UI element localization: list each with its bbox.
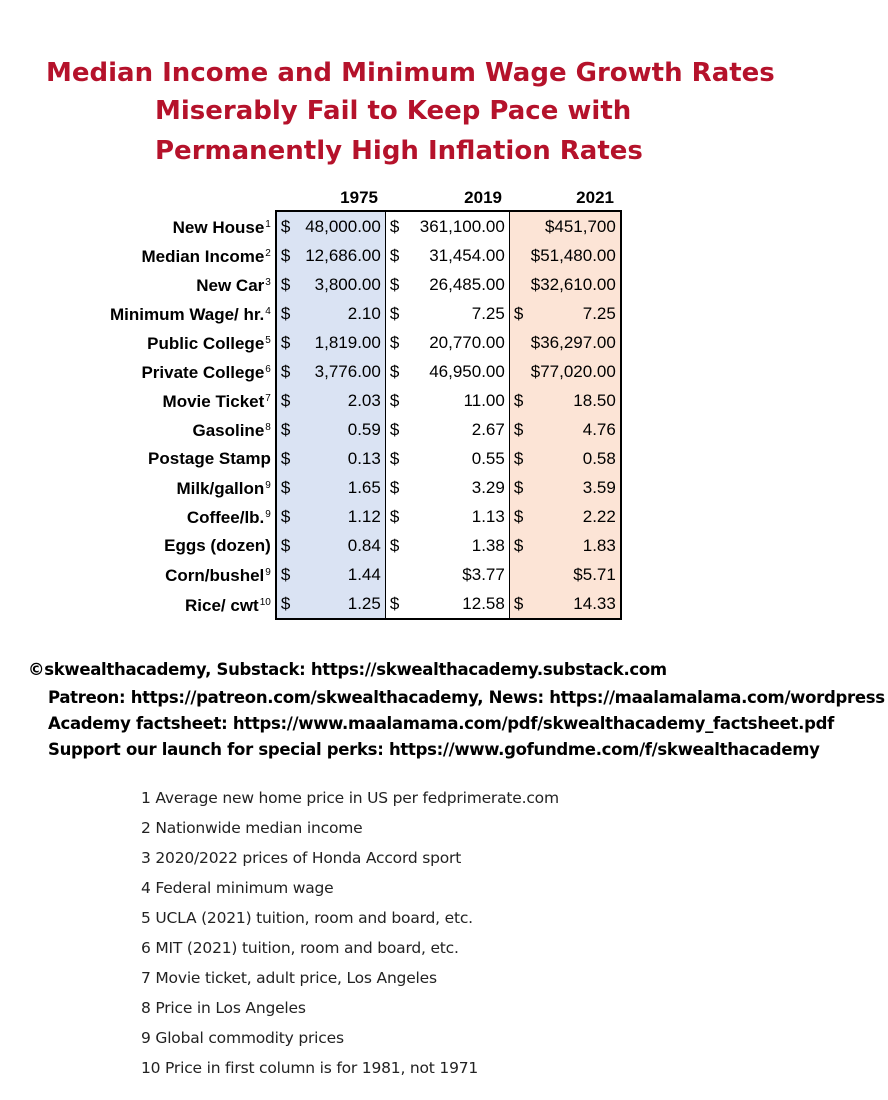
footnote-ref: 9 (265, 480, 271, 491)
price-value: 1,819.00 (314, 332, 381, 352)
price-value: 0.58 (582, 448, 616, 468)
price-cell-1975 (276, 531, 386, 560)
footnote: 1 Average new home price in US per fedprimerate.com (141, 789, 559, 807)
price-cell-1975 (276, 473, 386, 502)
price-value: 12.58 (462, 593, 505, 613)
row-label (106, 444, 276, 473)
price-cell-2019 (385, 328, 509, 357)
price-value: 0.55 (471, 448, 505, 468)
price-cell-2021 (509, 415, 621, 444)
currency-sign: $ (280, 332, 291, 352)
price-value: 1.13 (471, 506, 505, 526)
footnote-ref: 7 (265, 393, 271, 404)
footnote: 9 Global commodity prices (141, 1029, 344, 1047)
price-value: 3,776.00 (314, 361, 381, 381)
table-row (106, 415, 621, 444)
row-label (106, 211, 276, 241)
table-row (106, 270, 621, 299)
price-value: $3.77 (462, 564, 505, 584)
row-label (106, 357, 276, 386)
price-cell-2021 (509, 473, 621, 502)
footnote: 10 Price in first column is for 1981, not 1971 (141, 1059, 479, 1077)
footnote-ref: 6 (265, 364, 271, 375)
footnote: 2 Nationwide median income (141, 819, 363, 837)
currency-sign: $ (389, 390, 400, 410)
price-cell-2021 (509, 560, 621, 589)
price-cell-2021 (509, 299, 621, 328)
table-row (106, 444, 621, 473)
price-cell-2021 (509, 357, 621, 386)
price-cell-2021 (509, 211, 621, 241)
price-value: 26,485.00 (429, 274, 505, 294)
table-row (106, 502, 621, 531)
row-label-text: New Car (196, 276, 265, 295)
footnote-ref: 3 (265, 277, 271, 288)
footnote: 8 Price in Los Angeles (141, 999, 306, 1017)
price-cell-2019 (385, 241, 509, 270)
credit-patreon: Patreon: https://patreon.com/skwealthacademy, News: https://maalamalama.com/wordpress (48, 688, 885, 707)
currency-sign: $ (513, 593, 524, 613)
price-table (106, 210, 622, 620)
row-label (106, 270, 276, 299)
price-value: 361,100.00 (419, 216, 505, 236)
currency-sign: $ (280, 593, 291, 613)
price-value: 7.25 (582, 303, 616, 323)
price-value: 2.03 (347, 390, 381, 410)
currency-sign: $ (389, 303, 400, 323)
credit-factsheet: Academy factsheet: https://www.maalamama.com/pdf/skwealthacademy_factsheet.pdf (48, 714, 835, 733)
currency-sign: $ (389, 506, 400, 526)
price-cell-1975 (276, 241, 386, 270)
price-cell-1975 (276, 560, 386, 589)
price-value: $36,297.00 (530, 332, 616, 352)
price-cell-2021 (509, 444, 621, 473)
row-label (106, 241, 276, 270)
row-label (106, 328, 276, 357)
row-label-text: New House (172, 217, 265, 237)
footnote: 5 UCLA (2021) tuition, room and board, etc. (141, 909, 473, 927)
row-label-text: Postage Stamp (148, 448, 271, 468)
currency-sign: $ (513, 448, 524, 468)
price-value: 11.00 (463, 390, 505, 410)
currency-sign: $ (280, 245, 291, 265)
currency-sign: $ (389, 448, 400, 468)
price-value: 2.10 (347, 303, 381, 323)
credit-gofundme: Support our launch for special perks: https://www.gofundme.com/f/skwealthacademy (48, 740, 820, 759)
table-row (106, 589, 621, 619)
price-value: 7.25 (471, 303, 505, 323)
currency-sign: $ (389, 477, 400, 497)
table-row (106, 357, 621, 386)
currency-sign: $ (513, 303, 524, 323)
currency-sign: $ (389, 216, 400, 236)
price-value: 1.38 (471, 535, 505, 555)
row-label-text: Corn/bushel (165, 566, 265, 585)
footnote-ref: 1 (265, 218, 271, 230)
currency-sign: $ (513, 506, 524, 526)
price-value: $5.71 (573, 564, 616, 584)
price-cell-2019 (385, 211, 509, 241)
price-cell-2019 (385, 444, 509, 473)
table-row (106, 328, 621, 357)
price-value: 1.83 (582, 535, 616, 555)
row-label-text: Public College (147, 334, 265, 353)
price-cell-2019 (385, 531, 509, 560)
row-label (106, 502, 276, 531)
price-cell-2019 (385, 299, 509, 328)
footnote-ref: 2 (265, 248, 271, 259)
year-header-1975: 1975 (340, 188, 378, 207)
currency-sign: $ (513, 390, 524, 410)
currency-sign: $ (280, 274, 291, 294)
footnotes-list (141, 786, 559, 1086)
price-cell-2019 (385, 560, 509, 589)
currency-sign: $ (280, 477, 291, 497)
row-label-text: Median Income (141, 247, 265, 266)
price-value: 3.59 (582, 477, 616, 497)
title-line-2: Miserably Fail to Keep Pace with (155, 96, 632, 126)
price-value: 3.29 (471, 477, 505, 497)
currency-sign: $ (389, 274, 400, 294)
price-value: 1.65 (347, 477, 381, 497)
price-value: 46,950.00 (429, 361, 505, 381)
price-value: 48,000.00 (305, 216, 381, 236)
price-cell-1975 (276, 328, 386, 357)
table-row (106, 241, 621, 270)
price-value: 2.67 (471, 419, 505, 439)
currency-sign: $ (389, 593, 400, 613)
price-value: 1.12 (347, 506, 381, 526)
currency-sign: $ (280, 419, 291, 439)
price-cell-2019 (385, 270, 509, 299)
year-header-2021: 2021 (576, 188, 614, 207)
row-label (106, 531, 276, 560)
currency-sign: $ (389, 361, 400, 381)
price-value: 3,800.00 (314, 274, 381, 294)
row-label-text: Eggs (dozen) (164, 535, 271, 555)
footnote-ref: 5 (265, 335, 271, 346)
currency-sign: $ (513, 477, 524, 497)
price-value: $32,610.00 (530, 274, 616, 294)
price-value: 2.22 (582, 506, 616, 526)
row-label (106, 415, 276, 444)
table-row (106, 560, 621, 589)
currency-sign: $ (513, 535, 524, 555)
row-label-text: Milk/gallon (176, 479, 265, 498)
price-value: 14.33 (573, 593, 616, 613)
footnote-ref: 10 (259, 596, 271, 608)
price-cell-2019 (385, 473, 509, 502)
price-value: 1.44 (347, 564, 381, 584)
footnote-ref: 8 (265, 422, 271, 433)
year-header-2019: 2019 (464, 188, 502, 207)
currency-sign: $ (280, 448, 291, 468)
row-label-text: Coffee/lb. (186, 508, 265, 527)
currency-sign: $ (389, 419, 400, 439)
price-value: 12,686.00 (305, 245, 381, 265)
row-label (106, 473, 276, 502)
footnote: 7 Movie ticket, adult price, Los Angeles (141, 969, 437, 987)
price-cell-1975 (276, 386, 386, 415)
price-value: 1.25 (347, 593, 381, 613)
row-label (106, 560, 276, 589)
price-value: 4.76 (582, 419, 616, 439)
row-label (106, 299, 276, 328)
row-label (106, 386, 276, 415)
footnote-ref: 4 (265, 306, 271, 317)
currency-sign: $ (280, 564, 291, 584)
currency-sign: $ (389, 535, 400, 555)
price-value: 0.59 (347, 419, 381, 439)
footnote: 6 MIT (2021) tuition, room and board, etc. (141, 939, 459, 957)
price-cell-2021 (509, 328, 621, 357)
title-line-3: Permanently High Inflation Rates (155, 136, 643, 166)
price-cell-2021 (509, 386, 621, 415)
price-cell-1975 (276, 270, 386, 299)
price-cell-2019 (385, 386, 509, 415)
price-cell-2021 (509, 531, 621, 560)
footnote-ref: 9 (265, 509, 271, 520)
price-cell-2019 (385, 357, 509, 386)
table-row (106, 386, 621, 415)
currency-sign: $ (389, 332, 400, 352)
currency-sign: $ (389, 245, 400, 265)
currency-sign: $ (280, 303, 291, 323)
price-value: 31,454.00 (429, 245, 505, 265)
row-label-text: Gasoline (192, 421, 265, 440)
price-cell-1975 (276, 357, 386, 386)
credit-substack: ©skwealthacademy, Substack: https://skwealthacademy.substack.com (28, 660, 667, 679)
row-label-text: Minimum Wage/ hr. (110, 305, 265, 324)
currency-sign: $ (513, 419, 524, 439)
currency-sign: $ (280, 216, 291, 236)
price-table-body (106, 211, 621, 619)
price-cell-2019 (385, 502, 509, 531)
currency-sign: $ (280, 506, 291, 526)
price-cell-2019 (385, 589, 509, 619)
currency-sign: $ (280, 535, 291, 555)
price-cell-1975 (276, 444, 386, 473)
footnote: 3 2020/2022 prices of Honda Accord sport (141, 849, 462, 867)
price-cell-1975 (276, 502, 386, 531)
price-value: 18.50 (573, 390, 616, 410)
row-label-text: Movie Ticket (162, 392, 265, 411)
price-value: 0.84 (347, 535, 381, 555)
table-row (106, 211, 621, 241)
row-label-text: Private College (141, 363, 265, 382)
footnote-ref: 9 (265, 567, 271, 578)
currency-sign: $ (280, 361, 291, 381)
price-cell-2021 (509, 502, 621, 531)
footnote: 4 Federal minimum wage (141, 879, 334, 897)
price-cell-2021 (509, 241, 621, 270)
price-value: $77,020.00 (530, 361, 616, 381)
table-row (106, 473, 621, 502)
table-row (106, 531, 621, 560)
row-label (106, 589, 276, 619)
table-row (106, 299, 621, 328)
row-label-text: Rice/ cwt (185, 595, 259, 615)
price-value: $51,480.00 (530, 245, 616, 265)
currency-sign: $ (280, 390, 291, 410)
price-cell-1975 (276, 211, 386, 241)
price-cell-2019 (385, 415, 509, 444)
price-cell-2021 (509, 270, 621, 299)
price-cell-1975 (276, 589, 386, 619)
price-cell-1975 (276, 415, 386, 444)
price-value: 20,770.00 (429, 332, 505, 352)
price-cell-2021 (509, 589, 621, 619)
price-cell-1975 (276, 299, 386, 328)
price-value: 0.13 (347, 448, 381, 468)
price-value: $451,700 (544, 216, 616, 236)
title-line-1: Median Income and Minimum Wage Growth Rates (46, 58, 775, 88)
